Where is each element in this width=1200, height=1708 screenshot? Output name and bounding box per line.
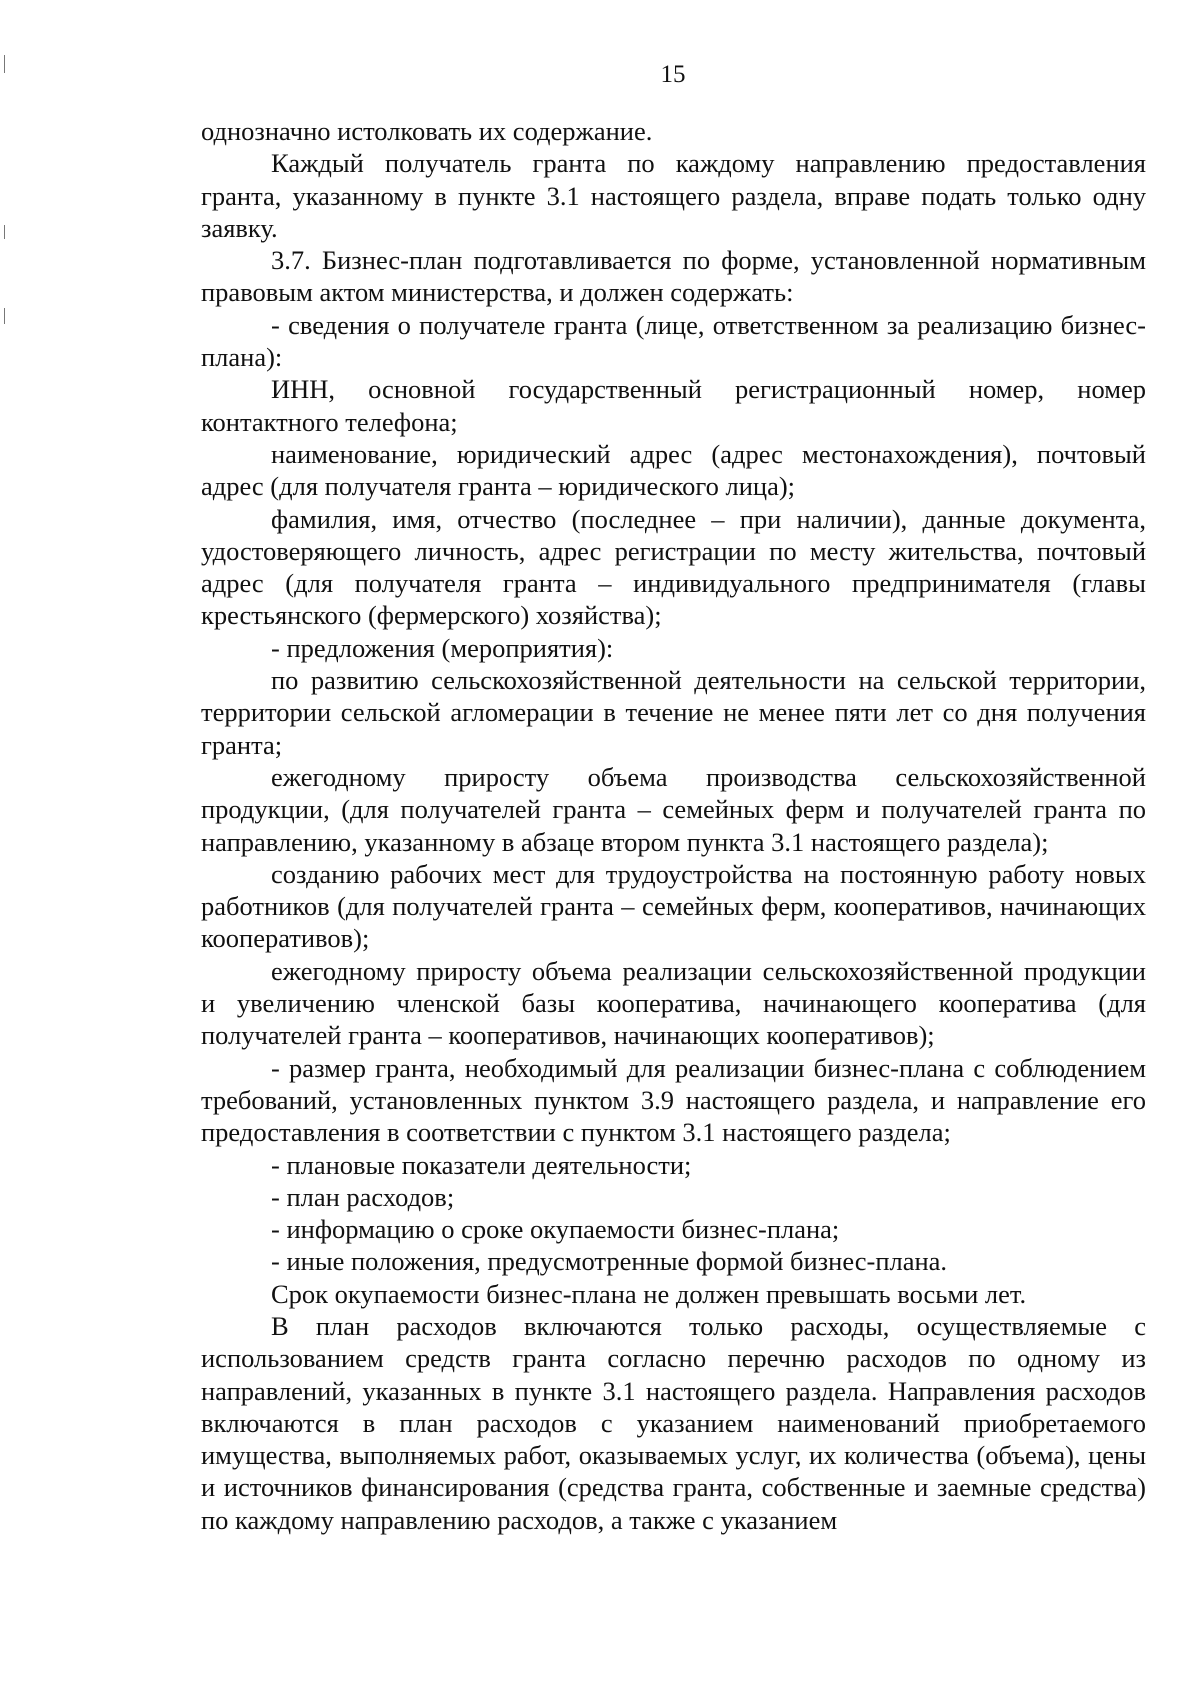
paragraph: 3.7. Бизнес-план подготавливается по форме, установленной нормативным правовым актом министерства, и должен содержать: bbox=[201, 245, 1146, 308]
scan-artifact bbox=[4, 55, 5, 73]
paragraph: по развитию сельскохозяйственной деятельности на сельской территории, территории сельской агломерации в течение не менее пяти лет со дня получения гранта; bbox=[201, 665, 1146, 760]
paragraph: ежегодному приросту объема производства сельскохозяйственной продукции, (для получателей гранта – семейных ферм и получателей гранта по направлению, указанному в абзаце втором пункта 3.1 настоящего раздела); bbox=[201, 761, 1146, 857]
paragraph: ежегодному приросту объема реализации сельскохозяйственной продукции и увеличению членской базы кооператива, начинающего кооператива (для получателей гранта – кооперативов, начинающих кооперативов); bbox=[201, 955, 1146, 1051]
scan-artifact bbox=[4, 308, 5, 324]
paragraph: - сведения о получателе гранта (лице, ответственном за реализацию бизнес-плана): bbox=[201, 309, 1146, 373]
paragraph: - предложения (мероприятия): bbox=[271, 632, 614, 663]
paragraph: - размер гранта, необходимый для реализации бизнес-плана с соблюдением требований, установленных пунктом 3.9 настоящего раздела, и направление его предоставления в соответствии с пунктом 3.1 настоящего раздела; bbox=[201, 1052, 1146, 1148]
paragraph: - плановые показатели деятельности; bbox=[271, 1149, 692, 1180]
paragraph: фамилия, имя, отчество (последнее – при наличии), данные документа, удостоверяющего личность, адрес регистрации по месту жительства, почтовый адрес (для получателя гранта – индивидуального предпринимателя (главы крестьянского (фермерского) хозяйства); bbox=[201, 503, 1146, 631]
paragraph: однозначно истолковать их содержание. bbox=[201, 116, 653, 146]
paragraph: - иные положения, предусмотренные формой бизнес-плана. bbox=[271, 1246, 948, 1277]
paragraph: Срок окупаемости бизнес-плана не должен превышать восьми лет. bbox=[271, 1278, 1027, 1309]
scan-artifact bbox=[4, 225, 5, 239]
paragraph: - информацию о сроке окупаемости бизнес-плана; bbox=[271, 1214, 840, 1245]
paragraph: Каждый получатель гранта по каждому направлению предоставления гранта, указанному в пункте 3.1 настоящего раздела, вправе подать только одну заявку. bbox=[201, 148, 1146, 243]
paragraph: - план расходов; bbox=[271, 1181, 455, 1212]
paragraph: наименование, юридический адрес (адрес местонахождения), почтовый адрес (для получателя гранта – юридического лица); bbox=[201, 438, 1146, 502]
page-number: 15 bbox=[660, 61, 686, 88]
paragraph: созданию рабочих мест для трудоустройства на постоянную работу новых работников (для получателей гранта – семейных ферм, кооперативов, начинающих кооперативов); bbox=[201, 858, 1146, 954]
document-body bbox=[201, 115, 1146, 1536]
paragraph: ИНН, основной государственный регистрационный номер, номер контактного телефона; bbox=[201, 374, 1146, 437]
paragraph: В план расходов включаются только расходы, осуществляемые с использованием средств гранта согласно перечню расходов по одному из направлений, указанных в пункте 3.1 настоящего раздела. Направления расходов включаются в план расходов с указанием наименований приобретаемого имущества, выполняемых работ, оказываемых услуг, их количества (объема), цены и источников финансирования (средства гранта, собственные и заемные средства) по каждому направлению расходов, а также с указанием bbox=[201, 1310, 1146, 1535]
